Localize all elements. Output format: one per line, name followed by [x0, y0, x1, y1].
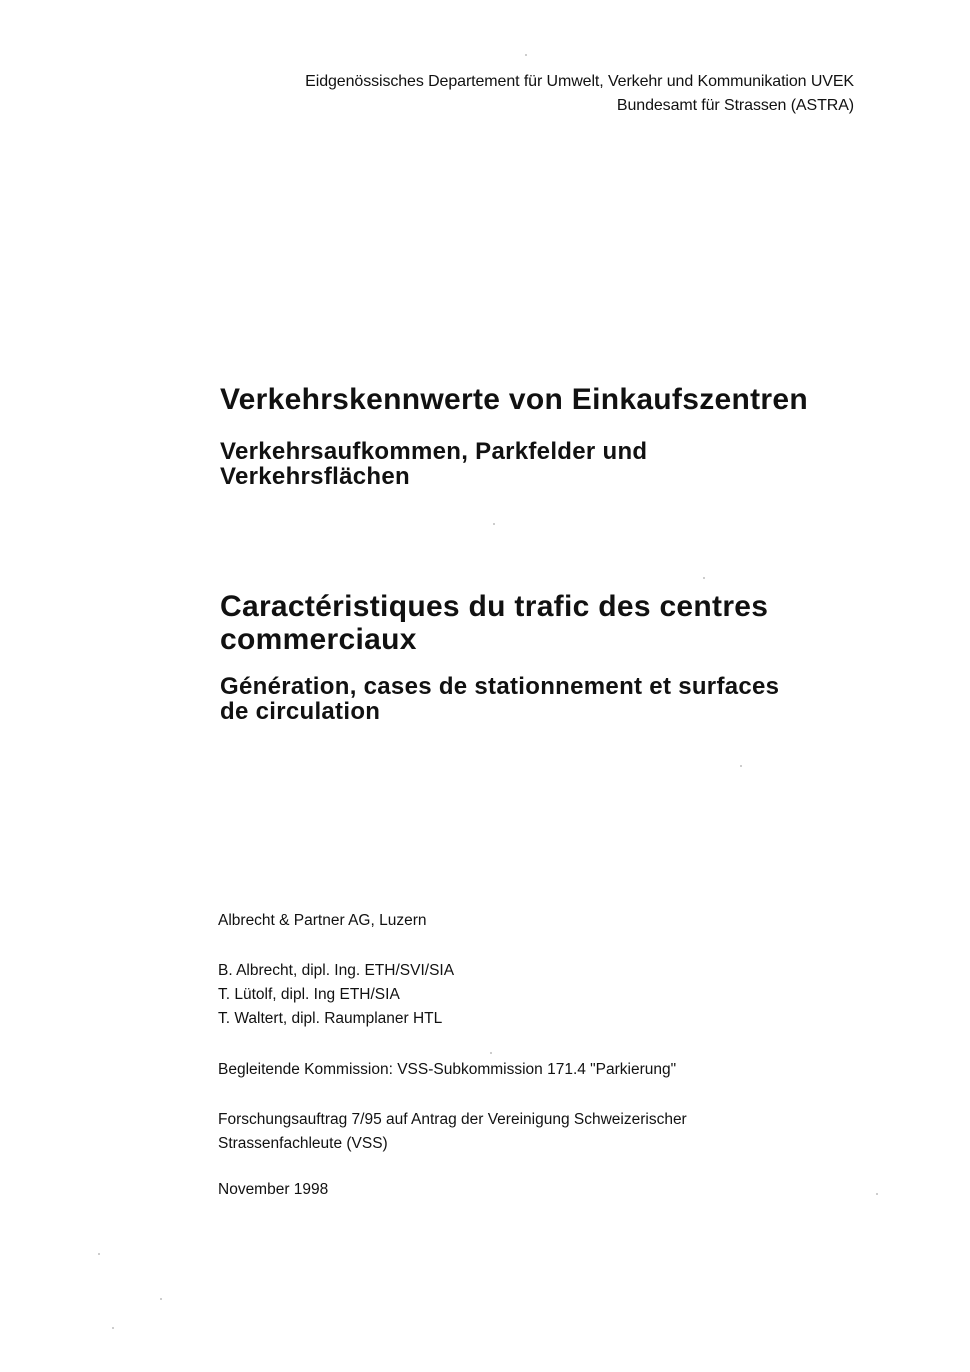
french-subtitle-line: de circulation	[220, 698, 381, 725]
french-subtitle	[220, 674, 870, 724]
french-title-line: commerciaux	[220, 623, 417, 656]
french-title	[220, 590, 870, 656]
scan-speck	[703, 577, 705, 579]
author-entry: B. Albrecht, dipl. Ing. ETH/SVI/SIA	[218, 962, 455, 979]
scan-speck	[876, 1193, 878, 1195]
author-list	[218, 959, 454, 1031]
issuing-authority-header	[305, 70, 854, 118]
author-entry: T. Waltert, dipl. Raumplaner HTL	[218, 1010, 443, 1027]
accompanying-commission: Begleitende Kommission: VSS-Subkommission 171.4 "Parkierung"	[218, 1061, 677, 1078]
research-mandate	[218, 1108, 687, 1156]
french-title-line: Caractéristiques du trafic des centres	[220, 590, 769, 623]
scan-speck	[493, 523, 495, 525]
german-subtitle-line: Verkehrsaufkommen, Parkfelder und	[220, 438, 648, 465]
scan-speck	[98, 1253, 100, 1255]
german-subtitle	[220, 439, 870, 489]
research-mandate-line: Forschungsauftrag 7/95 auf Antrag der Vereinigung Schweizerischer	[218, 1111, 687, 1128]
publication-date: November 1998	[218, 1181, 329, 1198]
scan-speck	[160, 1298, 162, 1300]
scan-speck	[525, 54, 527, 56]
german-subtitle-line: Verkehrsflächen	[220, 463, 410, 490]
scan-speck	[490, 1052, 492, 1054]
research-mandate-line: Strassenfachleute (VSS)	[218, 1135, 388, 1152]
french-title-block	[220, 590, 870, 724]
scan-speck	[112, 1327, 114, 1329]
author-entry: T. Lütolf, dipl. Ing ETH/SIA	[218, 986, 400, 1003]
german-title: Verkehrskennwerte von Einkaufszentren	[220, 383, 808, 416]
german-title-block	[220, 382, 870, 489]
firm-name: Albrecht & Partner AG, Luzern	[218, 912, 427, 929]
french-subtitle-line: Génération, cases de stationnement et surfaces	[220, 673, 780, 700]
federal-office-name: Bundesamt für Strassen (ASTRA)	[616, 97, 854, 114]
department-name: Eidgenössisches Departement für Umwelt, Verkehr und Kommunikation UVEK	[305, 73, 854, 90]
scan-speck	[740, 765, 742, 767]
